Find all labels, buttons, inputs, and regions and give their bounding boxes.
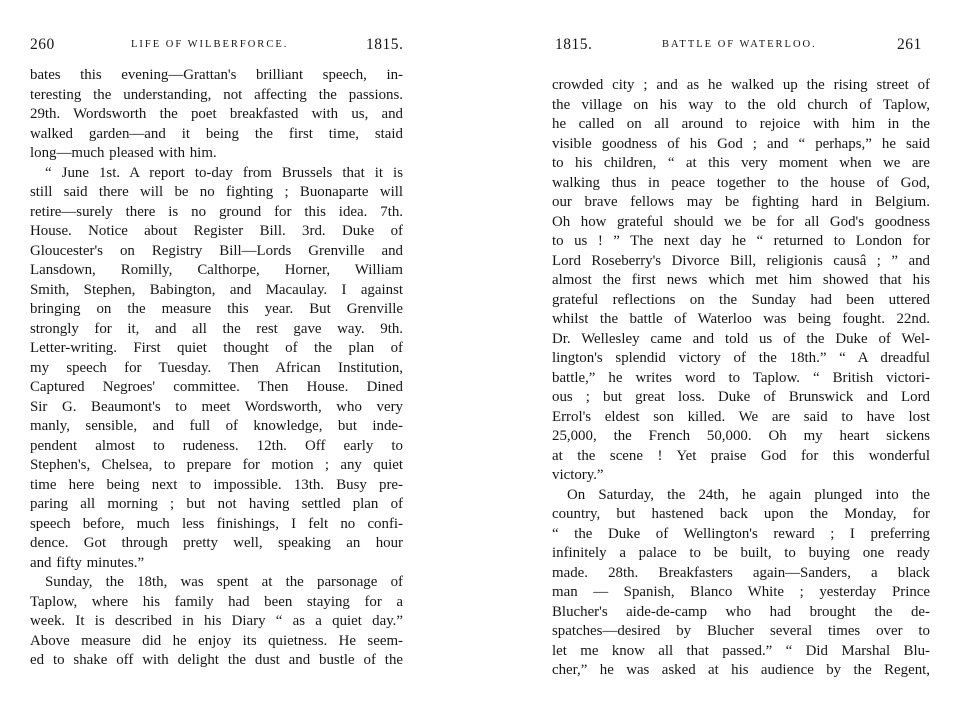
right-text-line: let me know all that passed.” “ Did Marshal Blu- [552,643,930,659]
left-text-line: manly, sensible, and full of knowledge, but inde- [30,418,403,434]
right-text-line: spatches—desired by Blucher several times over to [552,623,930,639]
right-text-line: victory.” [552,467,604,483]
right-running-title: BATTLE OF WATERLOO. [662,39,817,50]
right-text-line: the village on his way to the old church of Taplow, [552,97,930,113]
left-running-title: LIFE OF WILBERFORCE. [131,39,289,50]
left-text-line: Sunday, the 18th, was spent at the parsonage of [45,574,403,590]
right-text-line: crowded city ; and as he walked up the rising street of [552,77,930,93]
right-text-line: ous ; but great loss. Duke of Brunswick and Lord [552,389,930,405]
left-text-line: Above measure did he enjoy its quietness. He seem- [30,633,403,649]
right-text-line: made. 28th. Breakfasters again—Sanders, a black [552,565,930,581]
right-text-line: On Saturday, the 24th, he again plunged into the [567,487,930,503]
left-text-line: strongly for it, and all the rest gave way. 9th. [30,321,403,337]
right-text-line: lington's splendid victory of the 18th.” “ A dreadful [552,350,930,366]
left-text-line: Gloucester's on Registry Bill—Lords Grenville and [30,243,403,259]
left-text-line: ed to shake off with delight the dust and bustle of the [30,652,403,668]
left-text-line: Lansdown, Romilly, Calthorpe, Horner, William [30,262,403,278]
left-text-line: week. It is described in his Diary “ as a quiet day.” [30,613,403,629]
right-text-line: our brave fellows may be fighting hard in Belgium. [552,194,930,210]
right-text-line: “ the Duke of Wellington's reward ; I preferring [552,526,930,542]
left-text-line: speech before, much less finishings, I felt no confi- [30,516,403,532]
left-text-line: time here being next to impossible. 13th. Busy pre- [30,477,403,493]
right-text-line: Blucher's aide-de-camp who had brought the de- [552,604,930,620]
left-text-line: Captured Negroes' committee. Then House. Dined [30,379,403,395]
left-text-line: pendent almost to rudeness. 12th. Off early to [30,438,403,454]
right-page-number: 261 [897,36,922,53]
left-text-line: Sir G. Beaumont's to meet Wordsworth, who very [30,399,403,415]
right-text-line: almost the first news which met him showed that his [552,272,930,288]
right-text-line: man — Spanish, Blanco White ; yesterday Prince [552,584,930,600]
right-text-line: Lord Roseberry's Divorce Bill, religionis causâ ; ” and [552,253,930,269]
right-text-line: Dr. Wellesley came and told us of the Duke of Wel- [552,331,930,347]
right-text-line: walking thus in peace together to the house of God, [552,175,930,191]
left-text-line: paring all morning ; but not having settled plan of [30,496,403,512]
right-text-line: he called on all around to rejoice with him in the [552,116,930,132]
right-text-line: Errol's eldest son killed. We are said to have lost [552,409,930,425]
left-text-line: my speech for Tuesday. Then African Institution, [30,360,403,376]
right-text-line: whilst the battle of Waterloo was being fought. 22nd. [552,311,930,327]
left-text-line: Smith, Stephen, Babington, and Macaulay. I against [30,282,403,298]
right-text-line: battle,” he writes word to Taplow. “ British victori- [552,370,930,386]
left-page-number: 260 [30,36,55,53]
left-text-line: walked garden—and it being the first time, staid [30,126,403,142]
left-text-line: long—much pleased with him. [30,145,217,161]
left-text-line: dence. Got through pretty well, speaking an hour [30,535,403,551]
left-text-line: Taplow, where his family had been staying for a [30,594,403,610]
left-text-line: still said there will be no fighting ; Buonaparte will [30,184,403,200]
right-text-line: at the scene ! Yet praise God for this wonderful [552,448,930,464]
right-text-line: 25,000, the French 50,000. Oh my heart sickens [552,428,930,444]
right-text-line: grateful reflections on the Sunday had been uttered [552,292,930,308]
right-text-line: cher,” he was asked at his audience by the Regent, [552,662,930,678]
right-text-line: visible goodness of his God ; and “ perhaps,” he said [552,136,930,152]
right-running-year: 1815. [555,36,593,53]
left-text-line: Stephen's, Chelsea, to prepare for motion ; any quiet [30,457,403,473]
right-text-line: infinitely a palace to be built, to buying one ready [552,545,930,561]
right-text-line: to us ! ” The next day he “ returned to London for [552,233,930,249]
right-text-line: country, but hastened back upon the Monday, for [552,506,930,522]
left-text-line: Letter-writing. First quiet thought of the plan of [30,340,403,356]
left-text-line: 29th. Wordsworth the poet breakfasted with us, and [30,106,403,122]
left-text-line: bringing on the measure this year. But Grenville [30,301,403,317]
left-text-line: House. Notice about Register Bill. 3rd. Duke of [30,223,403,239]
left-text-line: bates this evening—Grattan's brilliant speech, in- [30,67,403,83]
left-text-line: retire—surely there is no ground for this idea. 7th. [30,204,403,220]
left-text-line: “ June 1st. A report to-day from Brussels that it is [45,165,403,181]
right-text-line: to his children, “ at this very moment when we are [552,155,930,171]
left-text-line: and fifty minutes.” [30,555,145,571]
left-running-year: 1815. [366,36,404,53]
left-text-line: teresting the understanding, not affecting the passions. [30,87,403,103]
right-text-line: Oh how grateful should we be for all God's goodness [552,214,930,230]
